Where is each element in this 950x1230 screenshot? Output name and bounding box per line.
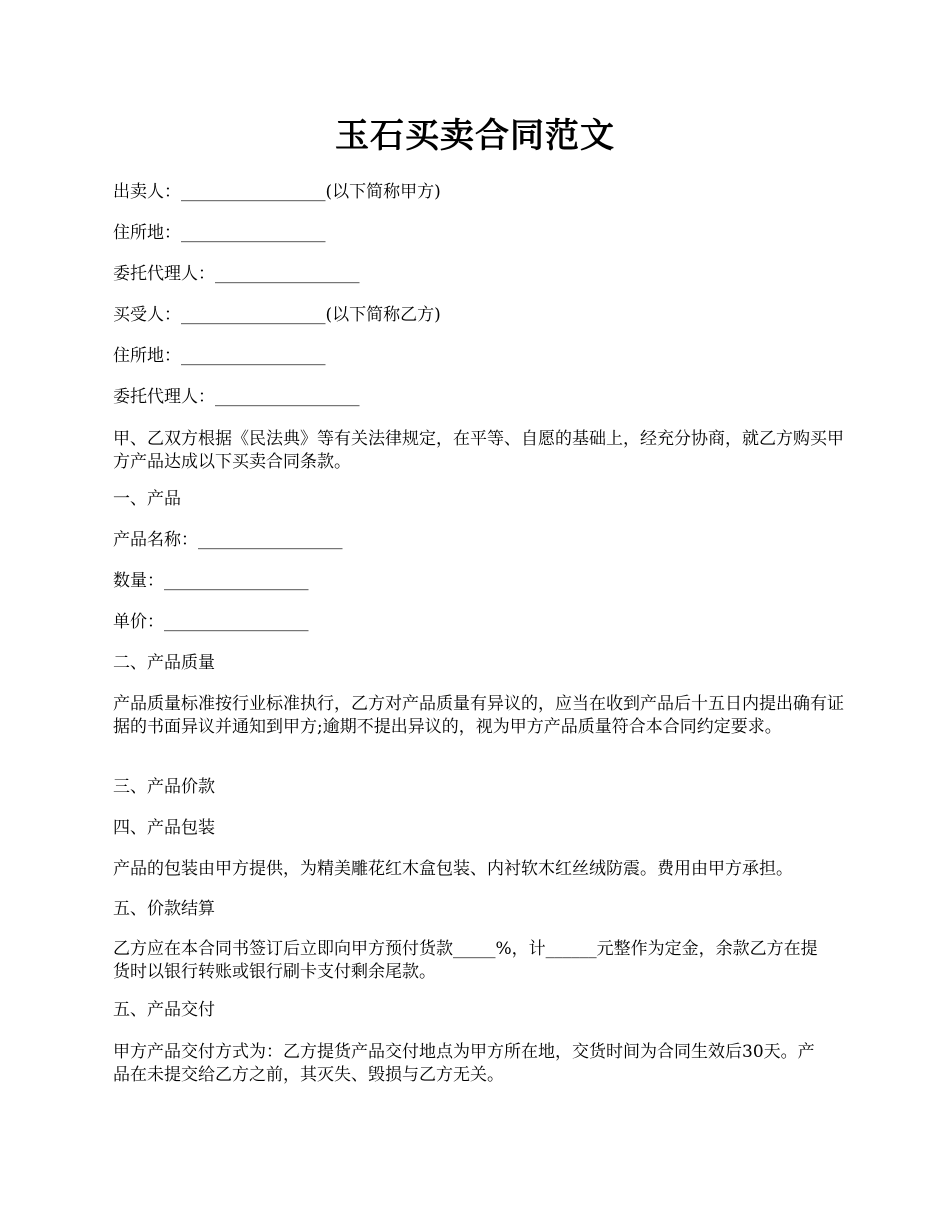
buyer-agent-line: 委托代理人：_________________ bbox=[113, 387, 360, 407]
section-heading-settlement: 五、价款结算 bbox=[113, 899, 215, 919]
packaging-paragraph: 产品的包装由甲方提供，为精美雕花红木盒包装、内衬软木红丝绒防震。费用由甲方承担。 bbox=[113, 859, 793, 879]
preamble-paragraph: 甲、乙双方根据《民法典》等有关法律规定，在平等、自愿的基础上，经充分协商，就乙方购买甲方产品达成以下买卖合同条款。 bbox=[113, 429, 844, 472]
section-heading-quality: 二、产品质量 bbox=[113, 653, 215, 673]
product-name-line: 产品名称：_________________ bbox=[113, 530, 343, 550]
unit-price-line: 单价：_________________ bbox=[113, 612, 309, 632]
section-heading-price: 三、产品价款 bbox=[113, 777, 215, 797]
seller-agent-line: 委托代理人：_________________ bbox=[113, 264, 360, 284]
seller-line: 出卖人：_________________(以下简称甲方) bbox=[113, 182, 441, 202]
section-heading-product: 一、产品 bbox=[113, 489, 181, 509]
buyer-line: 买受人：_________________(以下简称乙方) bbox=[113, 305, 441, 325]
quality-paragraph: 产品质量标准按行业标准执行，乙方对产品质量有异议的，应当在收到产品后十五日内提出确有证据的书面异议并通知到甲方;逾期不提出异议的，视为甲方产品质量符合本合同约定要求。 bbox=[113, 694, 844, 737]
section-heading-packaging: 四、产品包装 bbox=[113, 818, 215, 838]
document-title: 玉石买卖合同范文 bbox=[335, 116, 615, 156]
delivery-paragraph: 甲方产品交付方式为：乙方提货产品交付地点为甲方所在地，交货时间为合同生效后30天。产品在未提交给乙方之前，其灭失、毁损与乙方无关。 bbox=[113, 1042, 815, 1085]
seller-address-line: 住所地：_________________ bbox=[113, 223, 326, 243]
buyer-address-line: 住所地：_________________ bbox=[113, 346, 326, 366]
quantity-line: 数量：_________________ bbox=[113, 571, 309, 591]
section-heading-delivery: 五、产品交付 bbox=[113, 1000, 215, 1020]
settlement-paragraph: 乙方应在本合同书签订后立即向甲方预付货款_____%，计______元整作为定金，余款乙方在提货时以银行转账或银行刷卡支付剩余尾款。 bbox=[113, 939, 818, 982]
